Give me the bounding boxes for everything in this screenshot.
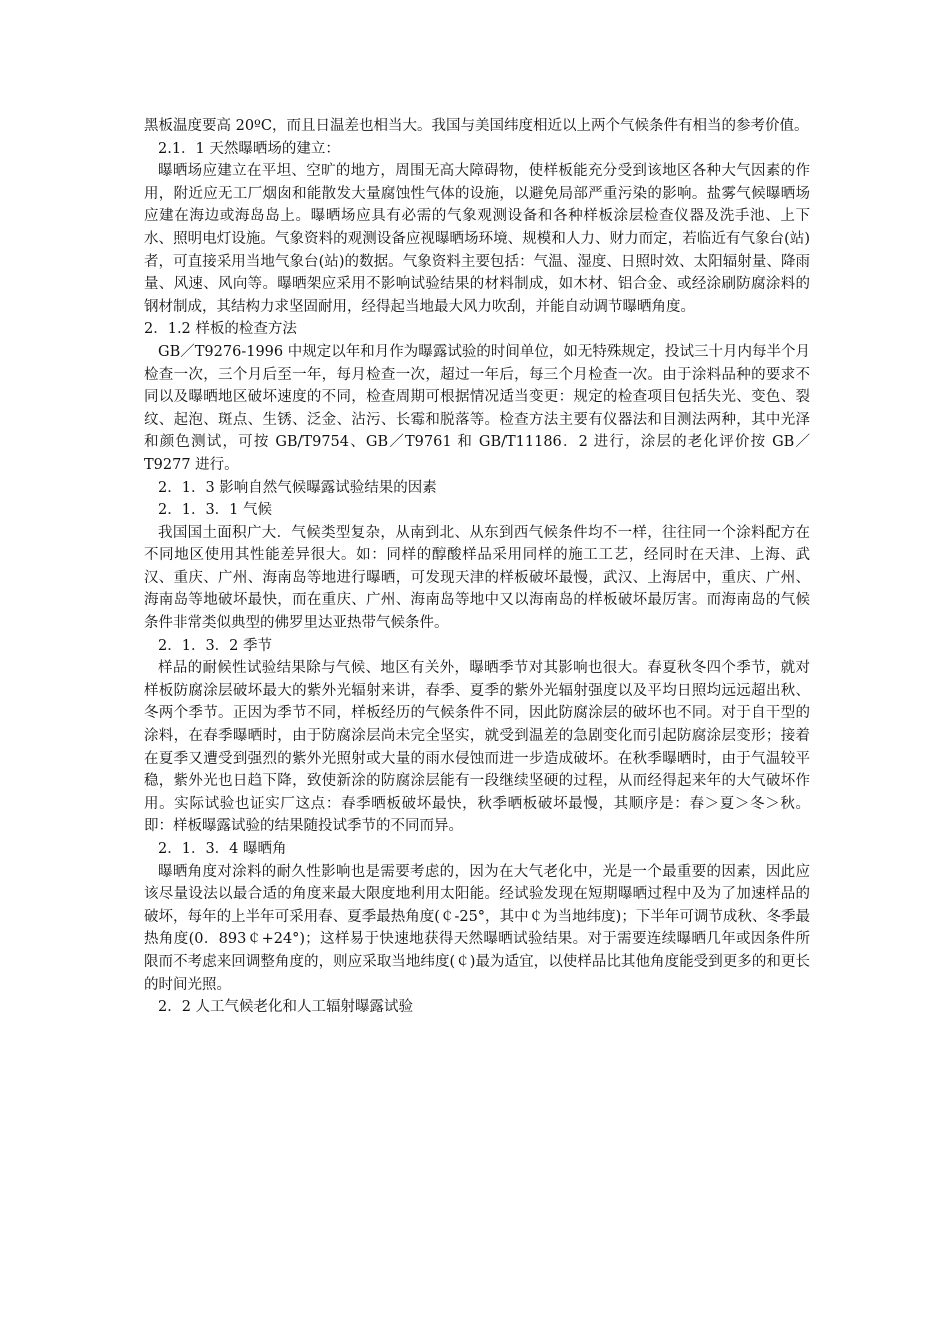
section-heading-2-1-3-1: 2．1．3．1 气候	[158, 502, 273, 519]
section-heading-2-1-3-4: 2．1．3．4 曝晒角	[158, 841, 287, 857]
document-page	[144, 115, 810, 1019]
section-heading-2-1-2: 2．1.2 样板的检查方法	[144, 321, 297, 338]
section-heading-2-1-3: 2．1．3 影响自然气候曝露试验结果的因素	[158, 479, 437, 496]
paragraph-intro: 黑板温度要高 20ºC，而且日温差也相当大。我国与美国纬度相近以上两个气候条件有相当的参考价值。	[144, 118, 809, 134]
section-heading-2-1-3-2: 2．1．3．2 季节	[158, 637, 273, 654]
section-heading-2-2: 2．2 人工气候老化和人工辐射曝露试验	[158, 999, 414, 1016]
paragraph-exposure-angle: 曝晒角度对涂料的耐久性影响也是需要考虑的，因为在大气老化中，光是一个最重要的因素，因此应该尽量设法以最合适的角度来最大限度地利用太阳能。经试验发现在短期曝晒过程中及为了加速样品的破坏，每年的上半年可采用春、夏季最热角度(￠-25°，其中￠为当地纬度)；下半年可调节成秋、冬季最热角度(0．893￠+24°)；这样易于快速地获得天然曝晒试验结果。对于需要连续曝晒几年或因条件所限而不考虑来回调整角度的，则应采取当地纬度(￠)最为适宜，以使样品比其他角度能受到更多的和更长的时间光照。	[144, 863, 810, 993]
section-heading-2-1-1: 2.1．1 天然曝晒场的建立：	[158, 140, 340, 157]
paragraph-climate: 我国国土面积广大．气候类型复杂，从南到北、从东到西气候条件均不一样，往往同一个涂料配方在不同地区使用其性能差异很大。如：同样的醇酸样品采用同样的施工工艺，经同时在天津、上海、武汉、重庆、广州、海南岛等地进行曝晒，可发现天津的样板破坏最慢，武汉、上海居中，重庆、广州、海南岛等地破坏最快，而在重庆、广州、海南岛等地中又以海南岛的样板破坏最厉害。而海南岛的气候条件非常类似典型的佛罗里达亚热带气候条件。	[144, 524, 810, 632]
paragraph-exposure-site: 曝晒场应建立在平坦、空旷的地方，周围无高大障碍物，使样板能充分受到该地区各种大气因素的作用，附近应无工厂烟囱和能散发大量腐蚀性气体的设施，以避免局部严重污染的影响。盐雾气候曝晒场应建在海边或海岛岛上。曝晒场应具有必需的气象观测设备和各种样板涂层检查仪器及洗手池、上下水、照明电灯设施。气象资料的观测设备应视曝晒场环境、规模和人力、财力而定，若临近有气象台(站)者，可直接采用当地气象台(站)的数据。气象资料主要包括：气温、湿度、日照时效、太阳辐射量、降雨量、风速、风向等。曝晒架应采用不影响试验结果的材料制成，如木材、铝合金、或经涂刷防腐涂料的钢材制成，其结构力求坚固耐用，经得起当地最大风力吹刮，并能自动调节曝晒角度。	[144, 163, 810, 315]
paragraph-season: 样品的耐候性试验结果除与气候、地区有关外，曝晒季节对其影响也很大。春夏秋冬四个季节，就对样板防腐涂层破坏最大的紫外光辐射来讲，春季、夏季的紫外光辐射强度以及平均日照均远远超出秋、冬两个季节。正因为季节不同，样板经历的气候条件不同，因此防腐涂层的破坏也不同。对于自干型的涂料，在春季曝晒时，由于防腐涂层尚未完全坚实，就受到温差的急剧变化而引起防腐涂层变形；接着在夏季又遭受到强烈的紫外光照射或大量的雨水侵蚀而进一步造成破坏。在秋季曝晒时，由于气温较平稳，紫外光也日趋下降，致使新涂的防腐涂层能有一段继续坚硬的过程，从而经得起来年的大气破坏作用。实际试验也证实厂这点：春季晒板破坏最快，秋季晒板破坏最慢，其顺序是：春＞夏＞冬＞秋。即：样板曝露试验的结果随投试季节的不同而异。	[144, 660, 810, 835]
paragraph-inspection-method: GB／T9276-1996 中规定以年和月作为曝露试验的时间单位，如无特殊规定，投试三十月内每半个月检查一次，三个月后至一年，每月检查一次，超过一年后，每三个月检查一次。由于涂料品种的要求不同以及曝晒地区破坏速度的不同，检查周期可根据情况适当变更：规定的检查项目包括失光、变色、裂纹、起泡、斑点、生锈、泛金、沾污、长霉和脱落等。检查方法主要有仪器法和目测法两种，其中光泽和颜色测试，可按 GB/T9754、GB／T9761 和 GB/T11186．2 进行，涂层的老化评价按 GB／T9277 进行。	[144, 343, 810, 473]
